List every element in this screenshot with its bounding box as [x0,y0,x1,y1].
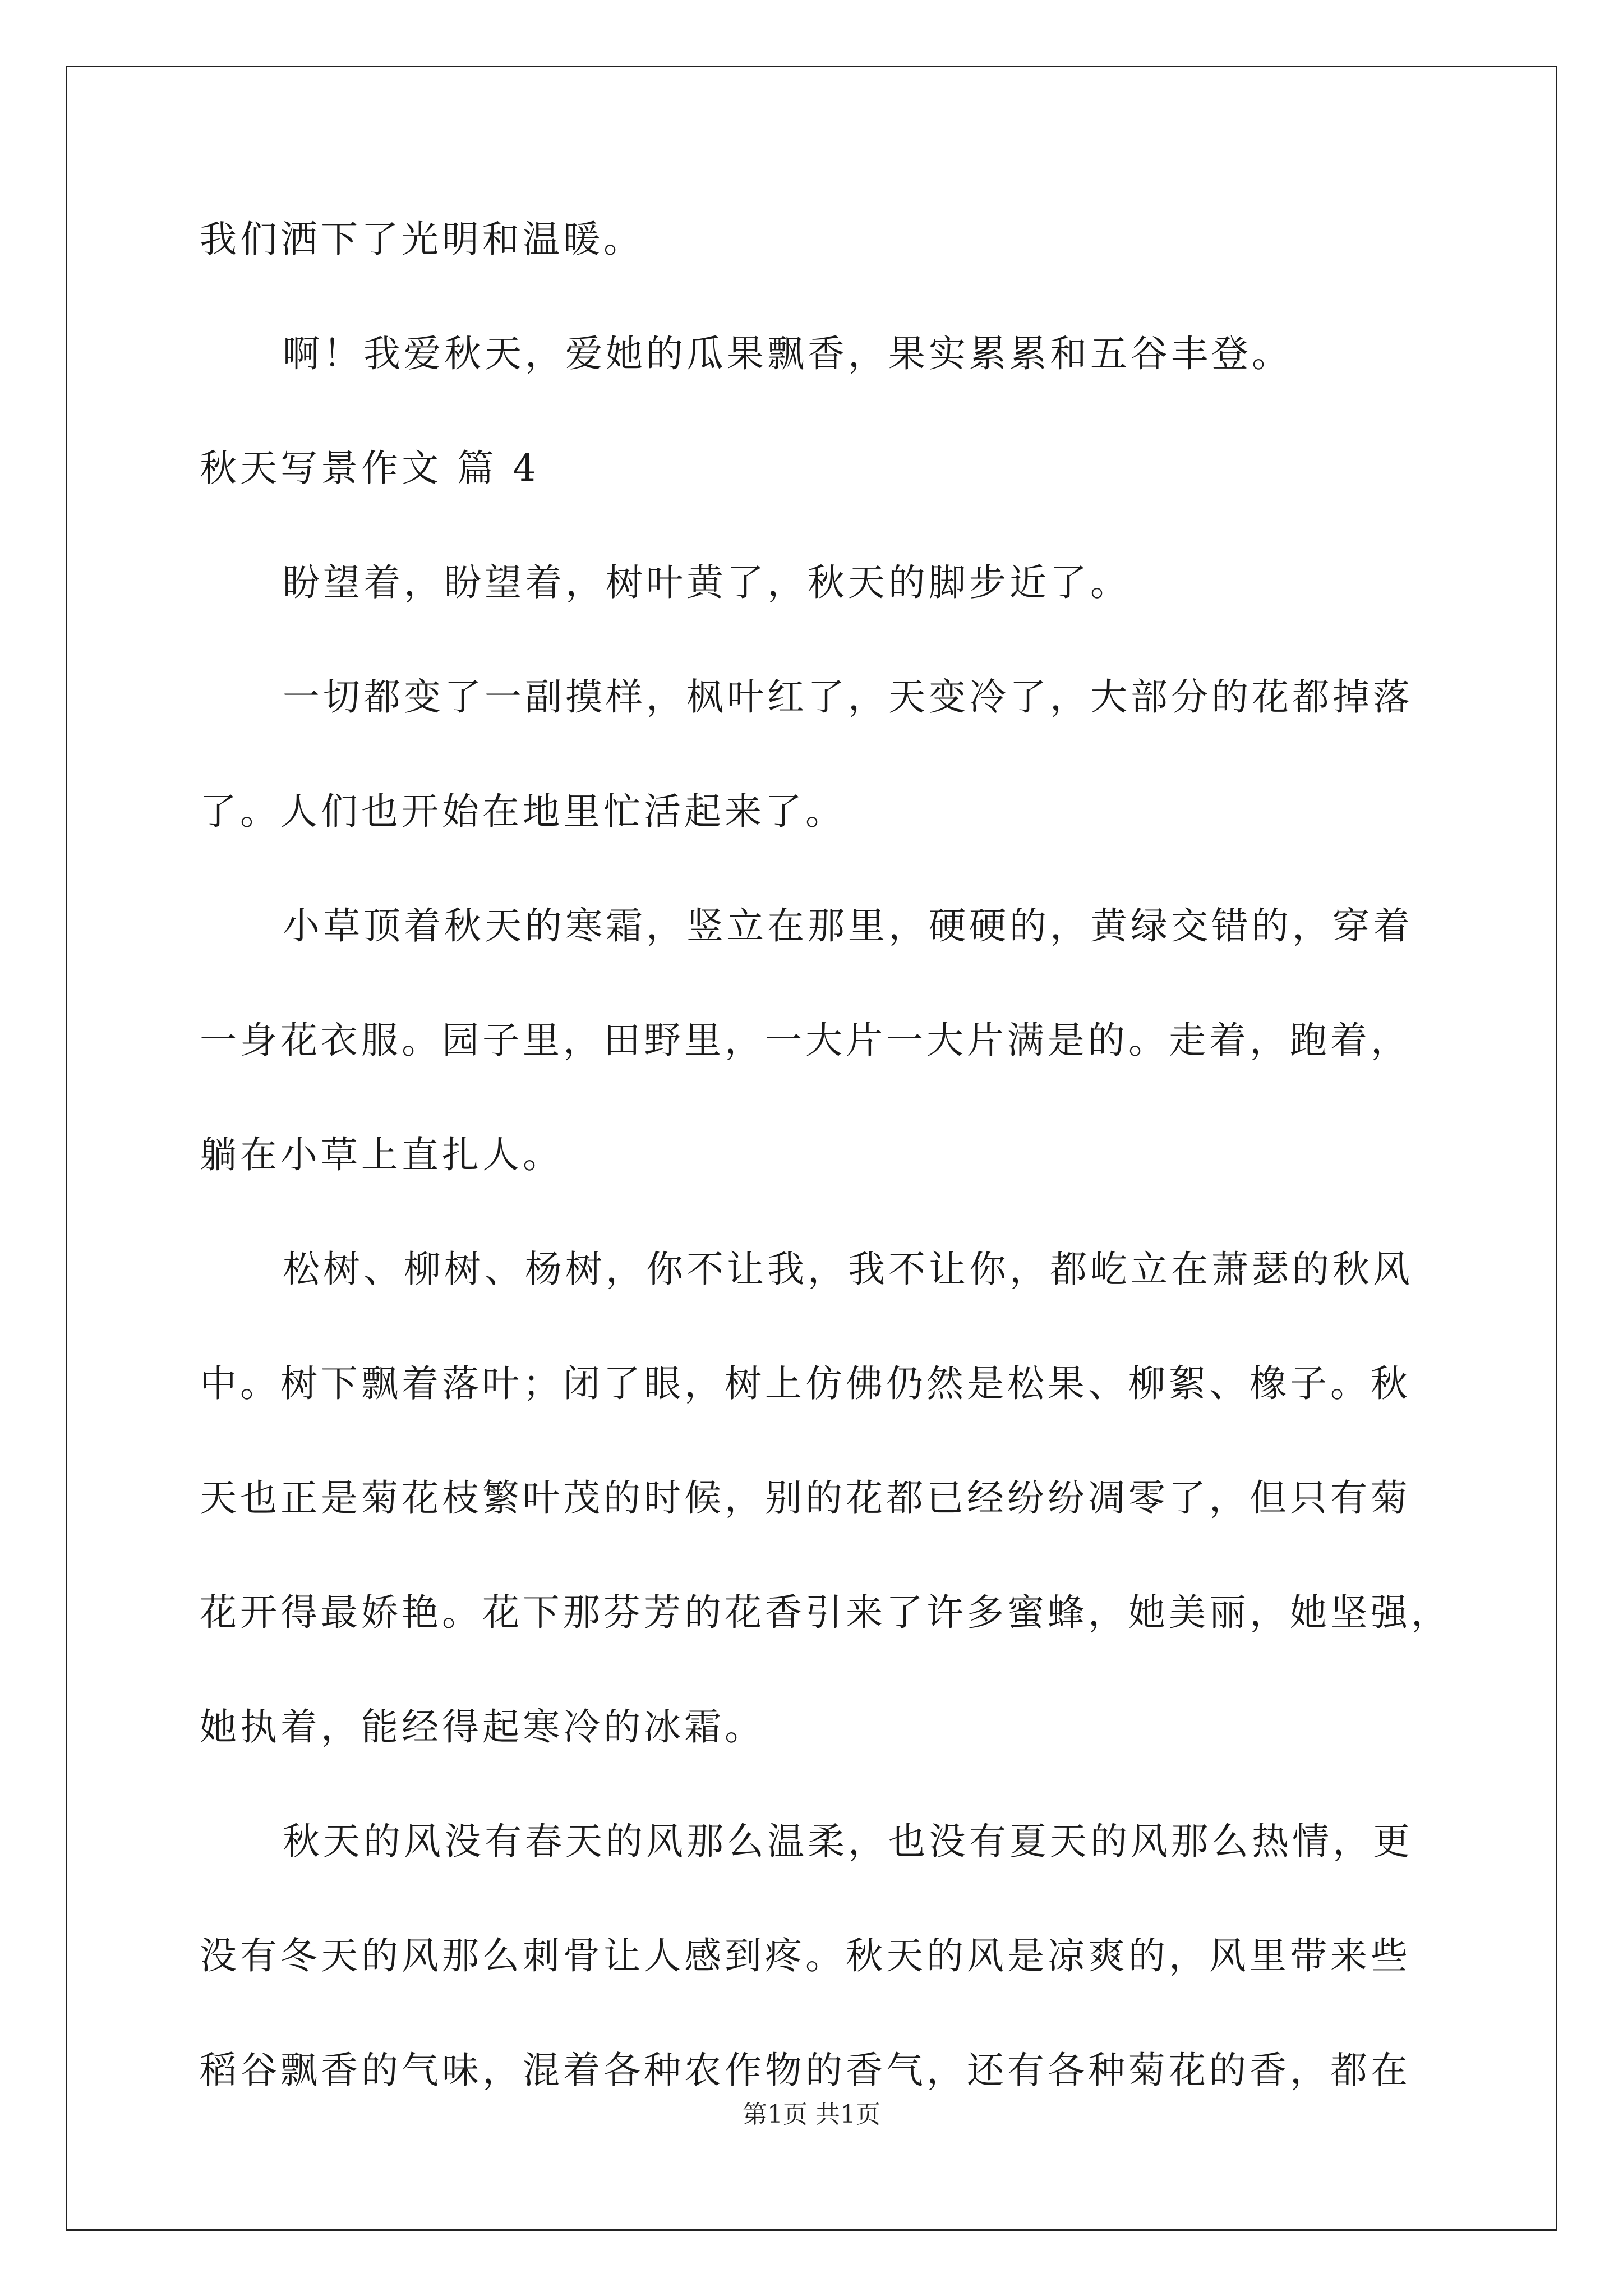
text-line: 她执着，能经得起寒冷的冰霜。 [200,1705,765,1749]
text-line: 稻谷飘香的气味，混着各种农作物的香气，还有各种菊花的香，都在 [200,2049,1411,2092]
text-line: 花开得最娇艳。花下那芬芳的花香引来了许多蜜蜂，她美丽，她坚强， [200,1591,1451,1634]
text-line: 一身花衣服。园子里，田野里，一大片一大片满是的。走着，跑着， [200,1019,1411,1062]
text-line: 了。人们也开始在地里忙活起来了。 [200,790,846,833]
text-line: 没有冬天的风那么刺骨让人感到疼。秋天的风是凉爽的，风里带来些 [200,1934,1411,1977]
page-footer: 第1页 共1页 [743,2100,880,2129]
text-line: 我们洒下了光明和温暖。 [200,218,644,261]
section-heading: 秋天写景作文 篇 4 [200,447,540,490]
text-line: 中。树下飘着落叶；闭了眼，树上仿佛仍然是松果、柳絮、橡子。秋 [200,1362,1411,1405]
text-line: 松树、柳树、杨树，你不让我，我不让你，都屹立在萧瑟的秋风 [283,1248,1413,1291]
text-line: 天也正是菊花枝繁叶茂的时候，别的花都已经纷纷凋零了，但只有菊 [200,1476,1411,1520]
document-body [200,219,1490,2091]
text-line: 躺在小草上直扎人。 [200,1133,563,1176]
text-line: 秋天的风没有春天的风那么温柔，也没有夏天的风那么热情，更 [283,1820,1413,1863]
text-line: 盼望着，盼望着，树叶黄了，秋天的脚步近了。 [283,561,1131,604]
text-line: 小草顶着秋天的寒霜，竖立在那里，硬硬的，黄绿交错的，穿着 [283,904,1413,947]
text-line: 啊！我爱秋天，爱她的瓜果飘香，果实累累和五谷丰登。 [283,332,1292,375]
text-line: 一切都变了一副摸样，枫叶红了，天变冷了，大部分的花都掉落 [283,675,1413,719]
